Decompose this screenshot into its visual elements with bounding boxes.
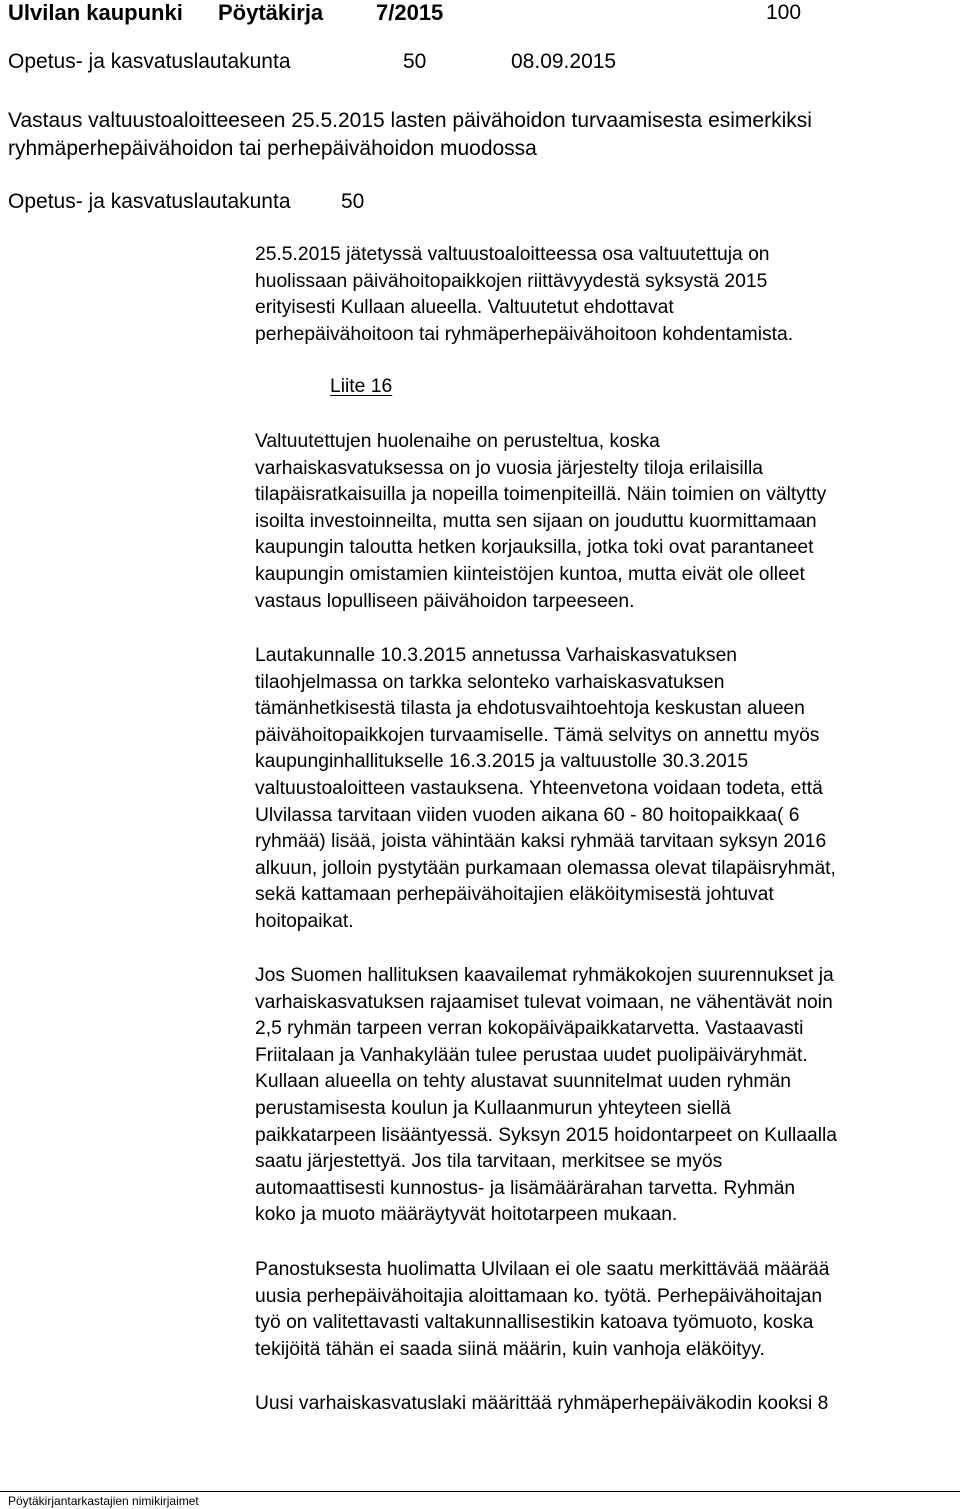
- text-line: 2,5 ryhmän tarpeen verran kokopäiväpaikkatarvetta. Vastaavasti: [255, 1018, 804, 1040]
- meeting-date: 08.09.2015: [511, 50, 617, 73]
- board-name: Opetus- ja kasvatuslautakunta: [8, 50, 291, 73]
- text-line: Kullaan alueella on tehty alustavat suunnitelmat uuden ryhmän: [255, 1071, 791, 1093]
- text-line: Jos Suomen hallituksen kaavailemat ryhmäkokojen suurennukset ja: [255, 965, 834, 986]
- item-title-line-1: Vastaus valtuustoaloitteeseen 25.5.2015 lasten päivähoidon turvaamisesta esimerkiksi: [8, 109, 812, 132]
- footer-divider: [0, 1491, 960, 1492]
- text-line: Friitalaan ja Vanhakylään tulee perustaa uudet puolipäiväryhmät.: [255, 1044, 808, 1066]
- text-line: paikkatarpeen lisääntyessä. Syksyn 2015 hoidontarpeet on Kullaalla: [255, 1124, 838, 1146]
- paragraph-government-plans: [255, 963, 960, 1229]
- text-line: tilapäisratkaisuilla ja nopeilla toimenpiteillä. Näin toimien on vältytty: [255, 484, 827, 506]
- text-line: huolissaan päivähoitopaikkojen riittävyydestä syksystä 2015: [255, 270, 768, 292]
- section-number: 50: [403, 50, 427, 73]
- text-line: kaupunginhallitukselle 16.3.2015 ja valtuustolle 30.3.2015: [255, 751, 749, 773]
- text-line: kaupungin taloutta hetken korjauksilla, jotka toki ovat parantaneet: [255, 537, 814, 559]
- text-line: Uusi varhaiskasvatuslaki määrittää ryhmäperhepäiväkodin kooksi 8: [255, 1393, 829, 1414]
- attachment-reference: Liite 16: [330, 376, 393, 397]
- text-line: sekä kattamaan perhepäivähoitajien eläköitymisestä johtuvat: [255, 884, 774, 906]
- text-line: vastaus lopulliseen päivähoidon tarpeeseen.: [255, 590, 635, 612]
- paragraph-family-daycare: [255, 1257, 960, 1363]
- paragraph-new-law: [255, 1391, 960, 1418]
- paragraph-concern: [255, 429, 960, 615]
- text-line: Panostuksesta huolimatta Ulvilaan ei ole saatu merkittävää määrää: [255, 1259, 830, 1280]
- text-line: alkuun, jolloin pystytään purkamaan olemassa olevat tilapäisryhmät,: [255, 857, 836, 879]
- text-line: tekijöitä tähän ei saada siinä määrin, kuin vanhoja eläköityy.: [255, 1338, 765, 1360]
- section-ref-number: 50: [341, 190, 365, 213]
- text-line: tämänhetkisestä tilasta ja ehdotusvaihtoehtoja keskustan alueen: [255, 698, 805, 720]
- text-line: valtuustoaloitteen vastauksena. Yhteenvetona voidaan todeta, että: [255, 777, 823, 799]
- text-line: isoilta investoinneilta, mutta sen sijaan on jouduttu kuormittamaan: [255, 510, 817, 532]
- text-line: varhaiskasvatuksessa on jo vuosia järjestelty tiloja erilaisilla: [255, 457, 763, 479]
- text-line: perustamisesta koulun ja Kullaanmurun yhteyteen siellä: [255, 1097, 731, 1119]
- text-line: tilaohjelmassa on tarkka selonteko varhaiskasvatuksen: [255, 671, 725, 693]
- text-line: 25.5.2015 jätetyssä valtuustoaloitteessa osa valtuutettuja on: [255, 244, 770, 265]
- text-line: hoitopaikat.: [255, 910, 354, 932]
- text-line: Ulvilassa tarvitaan viiden vuoden aikana 60 - 80 hoitopaikkaa( 6: [255, 804, 800, 826]
- item-title-line-2: ryhmäperhepäivähoidon tai perhepäivähoidon muodossa: [8, 137, 537, 160]
- footer-initials-label: Pöytäkirjantarkastajien nimikirjaimet: [8, 1494, 199, 1508]
- text-line: kaupungin omistamien kiinteistöjen kuntoa, mutta eivät ole olleet: [255, 563, 805, 585]
- text-line: ryhmää) lisää, joista vähintään kaksi ryhmää tarvitaan syksyn 2016: [255, 831, 827, 853]
- text-line: varhaiskasvatuksen rajaamiset tulevat voimaan, ne vähentävät noin: [255, 991, 833, 1013]
- text-line: uusia perhepäivähoitajia aloittamaan ko. työtä. Perhepäivähoitajan: [255, 1285, 823, 1307]
- section-ref-board: Opetus- ja kasvatuslautakunta: [8, 190, 291, 213]
- text-line: päivähoitopaikkojen turvaamiselle. Tämä selvitys on annettu myös: [255, 724, 820, 746]
- text-line: erityisesti Kullaan alueella. Valtuutetut ehdottavat: [255, 297, 674, 319]
- text-line: Lautakunnalle 10.3.2015 annetussa Varhaiskasvatuksen: [255, 645, 738, 666]
- text-line: saatu järjestettyä. Jos tila tarvitaan, merkitsee se myös: [255, 1151, 723, 1173]
- document-number: 7/2015: [376, 0, 444, 25]
- document-type: Pöytäkirja: [218, 0, 324, 25]
- paragraph-initiative: [255, 242, 960, 348]
- text-line: perhepäivähoitoon tai ryhmäperhepäivähoitoon kohdentamista.: [255, 323, 794, 345]
- text-line: automaattisesti kunnostus- ja lisämäärärahan tarvetta. Ryhmän: [255, 1177, 796, 1199]
- municipality-name: Ulvilan kaupunki: [8, 0, 183, 25]
- text-line: työ on valitettavasti valtakunnallisestikin katoava työmuoto, koska: [255, 1312, 814, 1334]
- paragraph-space-program: [255, 643, 960, 936]
- text-line: koko ja muoto määräytyvät hoitotarpeen mukaan.: [255, 1204, 678, 1226]
- page-number: 100: [766, 1, 802, 24]
- text-line: Valtuutettujen huolenaihe on perusteltua, koska: [255, 431, 660, 452]
